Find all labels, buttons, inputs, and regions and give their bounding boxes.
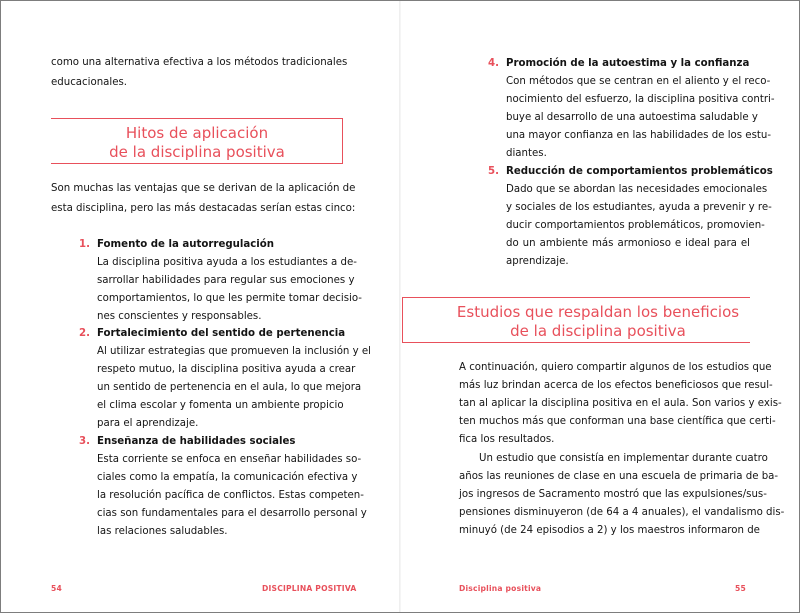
text-line: nocimiento del esfuerzo, la disciplina positiva contri- [506, 94, 775, 105]
text-line: tan al aplicar la disciplina positiva en el aula. Son varios y exis- [459, 398, 782, 409]
text-line: y sociales de los estudiantes, ayuda a prevenir y re- [506, 202, 772, 213]
text-line: respeto mutuo, la disciplina positiva ayuda a crear [97, 364, 356, 375]
text-line: Dado que se abordan las necesidades emocionales [506, 184, 768, 195]
text-line: las relaciones saludables. [97, 526, 228, 537]
text-line: para el aprendizaje. [97, 418, 199, 429]
text-line: ciales como la empatía, la comunicación efectiva y [97, 472, 358, 483]
text-line: Esta corriente se enfoca en enseñar habilidades so- [97, 454, 362, 465]
list-item-title: Enseñanza de habilidades sociales [97, 436, 296, 447]
text-line: Al utilizar estrategias que promueven la inclusión y el [97, 346, 371, 357]
text-line: años las reuniones de clase en una escuela de primaria de ba- [459, 471, 779, 482]
text-line: educacionales. [51, 77, 128, 88]
text-line: aprendizaje. [506, 256, 569, 267]
text-line: Con métodos que se centran en el aliento y el reco- [506, 76, 771, 87]
text-line: cias son fundamentales para el desarrollo personal y [97, 508, 367, 519]
text-line: esta disciplina, pero las más destacadas serían estas cinco: [51, 203, 356, 214]
list-number: 1. [79, 239, 90, 250]
running-title: DISCIPLINA POSITIVA [262, 584, 357, 593]
left-page [1, 1, 400, 612]
text-line: fica los resultados. [459, 434, 555, 445]
section-heading-line: Estudios que respaldan los beneficios [456, 303, 740, 321]
text-line: un sentido de pertenencia en el aula, lo que mejora [97, 382, 362, 393]
text-line: sarrollar habilidades para regular sus emociones y [97, 275, 355, 286]
text-line: minuyó (de 24 episodios a 2) y los maestros informaron de [459, 525, 760, 536]
running-title: Disciplina positiva [459, 584, 542, 593]
text-line: la resolución pacífica de conflictos. Estas competen- [97, 490, 364, 501]
section-heading-line: Hitos de aplicación [125, 124, 269, 142]
list-item-title: Fortalecimiento del sentido de pertenencia [97, 328, 346, 339]
list-item-title: Reducción de comportamientos problemáticos [506, 166, 773, 177]
text-line: el clima escolar y fomenta un ambiente propicio [97, 400, 344, 411]
list-number: 5. [488, 166, 499, 177]
section-heading-line: de la disciplina positiva [510, 322, 686, 340]
text-line: La disciplina positiva ayuda a los estudiantes a de- [97, 257, 357, 268]
text-line: pensiones disminuyeron (de 64 a 4 anuales), el vandalismo dis- [459, 507, 785, 518]
section-heading-line: de la disciplina positiva [109, 143, 285, 161]
text-line: do un ambiente más armonioso e ideal para el [506, 238, 750, 249]
text-line: Son muchas las ventajas que se derivan de la aplicación de [51, 183, 356, 194]
text-line: jos ingresos de Sacramento mostró que las expulsiones/sus- [459, 489, 767, 500]
text-line: como una alternativa efectiva a los métodos tradicionales [51, 57, 348, 68]
text-line: nes conscientes y responsables. [97, 311, 262, 322]
right-page [400, 1, 799, 612]
list-item-title: Promoción de la autoestima y la confianza [506, 58, 750, 69]
text-line: más luz brindan acerca de los efectos beneficiosos que resul- [459, 380, 773, 391]
text-line: Un estudio que consistía en implementar durante cuatro [479, 453, 768, 464]
list-item-title: Fomento de la autorregulación [97, 239, 275, 250]
list-number: 2. [79, 328, 90, 339]
text-line: ducir comportamientos problemáticos, promovien- [506, 220, 765, 231]
book-spread [1, 1, 799, 612]
text-line: A continuación, quiero compartir algunos de los estudios que [459, 362, 772, 373]
list-number: 3. [79, 436, 90, 447]
text-line: ten muchos más que conforman una base científica que certi- [459, 416, 776, 427]
text-line: buye al desarrollo de una autoestima saludable y [506, 112, 758, 123]
text-line: comportamientos, lo que les permite tomar decisio- [97, 293, 362, 304]
list-number: 4. [488, 58, 499, 69]
text-line: diantes. [506, 148, 547, 159]
page-number: 54 [51, 584, 62, 593]
page-number: 55 [735, 584, 746, 593]
text-line: una mayor confianza en las habilidades de los estu- [506, 130, 771, 141]
